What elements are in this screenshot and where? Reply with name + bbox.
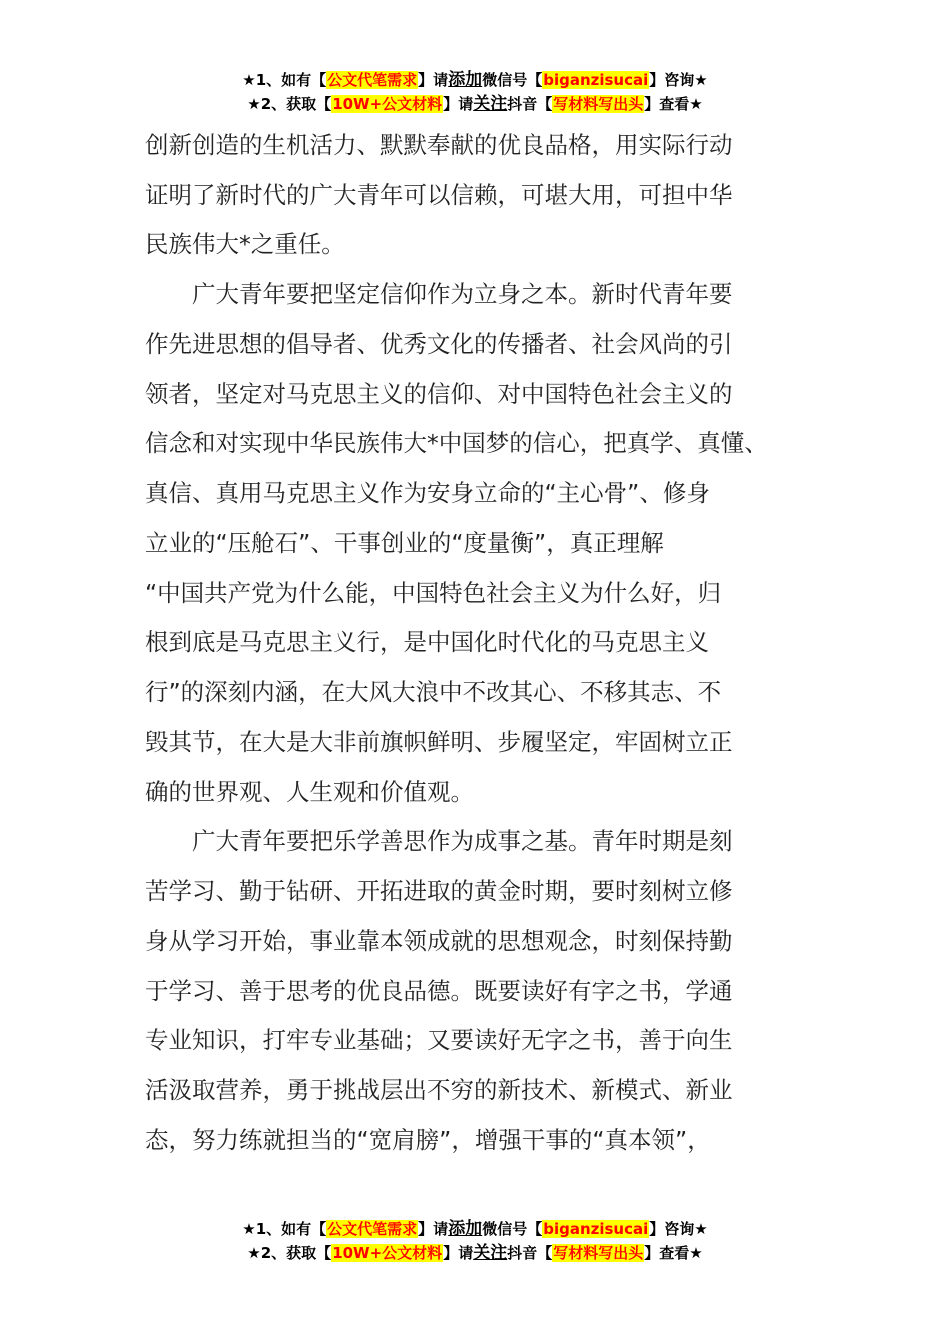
banner-highlight: biganzisucai [543,1220,649,1238]
banner-text: 微信号【 [482,1220,543,1238]
banner-highlight: 公文代笔需求 [327,1220,418,1238]
body-line: 领者，坚定对马克思主义的信仰、对中国特色社会主义的 [145,380,733,408]
body-line: 行”的深刻内涵，在大风大浪中不改其心、不移其志、不 [145,678,722,706]
body-line: 根到底是马克思主义行，是中国化时代化的马克思主义 [145,628,709,656]
banner-emphasis: 添加 [448,70,483,90]
banner-emphasis: 关注 [473,94,508,114]
header-banner-line-1 [0,68,950,92]
banner-text: 】请 [418,71,449,89]
header-banner-line-2 [0,92,950,116]
body-line: 毁其节，在大是大非前旗帜鲜明、步履坚定，牢固树立正 [145,728,733,756]
banner-highlight: 10W+公文材料 [332,95,443,113]
footer-banner-line-1 [0,1217,950,1241]
body-line: 专业知识，打牢专业基础；又要读好无字之书，善于向生 [145,1026,733,1054]
banner-highlight: 写材料写出头 [553,1244,644,1262]
body-line: “中国共产党为什么能，中国特色社会主义为什么好，归 [145,579,722,607]
banner-text: 】咨询★ [649,1220,708,1238]
banner-emphasis: 关注 [473,1243,508,1263]
body-line: 于学习、善于思考的优良品德。既要读好有字之书，学通 [145,977,733,1005]
banner-text: 抖音【 [507,95,553,113]
header-banner [0,68,950,116]
banner-text: ★2、获取【 [247,95,332,113]
banner-text: 】查看★ [644,95,703,113]
banner-highlight: 10W+公文材料 [332,1244,443,1262]
body-line: 民族伟大*之重任。 [145,230,345,258]
body-line: 苦学习、勤于钻研、开拓进取的黄金时期，要时刻树立修 [145,877,733,905]
banner-text: 微信号【 [482,71,543,89]
body-line: 证明了新时代的广大青年可以信赖，可堪大用，可担中华 [145,181,733,209]
body-line: 创新创造的生机活力、默默奉献的优良品格，用实际行动 [145,131,733,159]
body-line: 确的世界观、人生观和价值观。 [145,778,474,806]
banner-text: ★1、如有【 [242,71,327,89]
body-line: 真信、真用马克思主义作为安身立命的“主心骨”、修身 [145,479,710,507]
body-line: 信念和对实现中华民族伟大*中国梦的信心，把真学、真懂、 [145,429,768,457]
body-line: 立业的“压舱石”、干事创业的“度量衡”，真正理解 [145,529,664,557]
banner-highlight: 公文代笔需求 [327,71,418,89]
body-line: 广大青年要把坚定信仰作为立身之本。新时代青年要 [145,280,733,308]
banner-emphasis: 添加 [448,1219,483,1239]
banner-text: 】请 [418,1220,449,1238]
banner-text: 】咨询★ [649,71,708,89]
banner-text: ★1、如有【 [242,1220,327,1238]
body-line: 态，努力练就担当的“宽肩膀”，增强干事的“真本领”， [145,1126,711,1154]
banner-text: 】查看★ [644,1244,703,1262]
body-line: 广大青年要把乐学善思作为成事之基。青年时期是刻 [145,827,733,855]
banner-text: 】请 [443,95,474,113]
banner-text: 】请 [443,1244,474,1262]
banner-text: ★2、获取【 [247,1244,332,1262]
footer-banner-line-2 [0,1241,950,1265]
body-line: 作先进思想的倡导者、优秀文化的传播者、社会风尚的引 [145,330,733,358]
banner-text: 抖音【 [507,1244,553,1262]
body-line: 身从学习开始，事业靠本领成就的思想观念，时刻保持勤 [145,927,733,955]
banner-highlight: biganzisucai [543,71,649,89]
footer-banner [0,1217,950,1265]
body-line: 活汲取营养，勇于挑战层出不穷的新技术、新模式、新业 [145,1076,733,1104]
banner-highlight: 写材料写出头 [553,95,644,113]
